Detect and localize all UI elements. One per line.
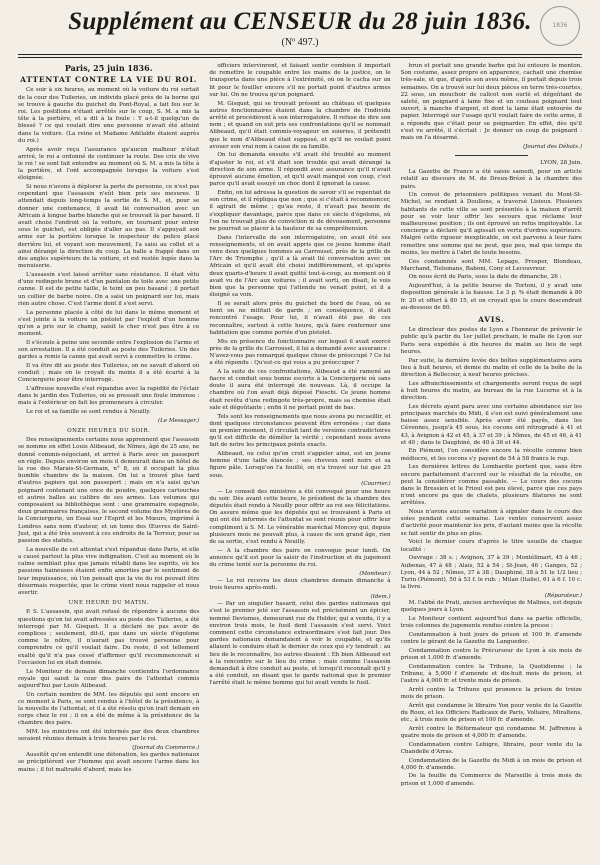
source-credit: (Moniteur.) (359, 570, 391, 577)
article-body (209, 63, 390, 480)
paragraph: L'affreuse nouvelle s'est répandue avec la rapidité de l'éclair dans le jardin des Tuileries, où se pressait une foule immense : mais à l'extérieur on fait les promeneurs à circuler. (18, 386, 200, 407)
source-credit: (Journal du Commerce.) (132, 745, 200, 752)
article-body (18, 437, 199, 597)
paragraph: A la suite de ces confrontations, Alibeaud a été ramené au fiacre et conduit sous bonne escorte à la Conciergerie où sans doute il aura été interrogé de nouveau. Là, il occupe la chambre où l'on avait déjà déposé Fieschi. Ce jeune homme était revêtu d'une redingote très-propre, mais sa chemise était sale et dégoûtante ; enfin il ne portait point de bas. (209, 368, 391, 411)
paragraph: Si nous n'avons à déplorer la perte de personne, ce n'est pas cependant que l'assassin n'eût bien pris ses mesures. Il attendait depuis long-temps la sortie de S. M., et, pour se donner une contenance, il avait lié conversation avec un Africain à longue barbe blanche qui se trouvait là par hasard. Il avait choisi l'endroit où la voiture, en tournant pour entrer sous le guichet, est obligée d'aller au pas. Il s'appuyait son arme sur la portière lorsque le inspecteur de police placé derrière lui, et voyant son mouvement, l'a saisi au collet et a ainsi dérangé la direction du coup. La balle a frappé dans un des angles supérieurs de la voiture, et est restée logée dans la menuiserie. (18, 184, 200, 270)
paragraph: On lui demanda ensuite s'il avait été troublé au moment d'ajuster le roi, et s'il était son trouble qui avait dérangé la direction de son arme. Il répondit avec assurance qu'il n'avait éprouvé aucune émotion, et qu'il avait manqué son coup, c'est parce qu'il avait essuyé un choc dont il ignorait la cause. (209, 152, 391, 188)
dateline: Paris, 25 juin 1836. (64, 63, 153, 73)
paragraph: Dans l'intervalle de son interrogatoire, on avait été ses renseignements, et on avait appris que ce jeune homme était venu deux quelques hommes au Carrousel, près de la grille de l'Arc de Triomphe ; qu'il a là avait lié conversation avec un Africain et qu'il avait été choisi indifféremment, et qu'après deux quarts-d'heure il avait quitté tout-à-coup, au moment où il avait vu de l'Arc aux voitures ; il avait sorti, on disait, le vois bien que la personne qui l'attendu ne venait point, et il a éloigné sa voix. (209, 234, 391, 299)
paragraph: — A la chambre des pairs on convoque pour lundi. On annonce qu'il est pour la saisir de l'instruction et du jugement du crime tenté sur la personne du roi. (209, 547, 391, 569)
paragraph: On nous écrit de Paris, sous la date de dimanche, 26 : (408, 274, 562, 281)
paragraph: Les affranchissements et chargements seront reçus de sept à huit heures du matin, au bureau de la rue Lucerne et à la direction. (400, 380, 582, 402)
paragraph: Aussitôt qu'on entendit une détonation, les gardes nationaux se précipitèrent sur l'homme qui avait encore l'arme dans les mains ; il fut maltraité d'abord, mais les (18, 752, 200, 773)
article-body (18, 609, 199, 743)
paragraph: — Le roi recevra les deux chambres demain dimanche à trois heures après-midi. (209, 578, 391, 592)
paragraph: Un certain nombre de MM. les députés qui sont encore en ce moment à Paris, se sont rendus à l'hôtel de la présidence, à la nouvelle de l'attentat, et il a été résolu qu'on irait demain en corps chez le roi ; il en a été de même à la présidence de la chambre des pairs. (18, 691, 200, 727)
paragraph: Enfin, on lui adressa la question de savoir s'il se repentait de son crime, et il répliqua que non ; que si c'était à recommencer, il agirait de même ; qu'au reste, il n'avait pas besoin de s'expliquer davantage, parce que dans ce siècle d'égoïsme, où l'on ne trouvait plus de conviction ni de dévouement, personne ne pourrait se placer à la hauteur de sa compréhension. (209, 189, 391, 232)
paragraph: Arrêt contre le Réformateur qui condamne M. Jaffrenou à quatre mois de prison et 4,000 fr. d'amende. (400, 725, 582, 739)
section-divider (455, 155, 528, 156)
paragraph: La personne placée à côté de lui dans le même moment et s'est jointe à la voiture un pistolet par l'exploit d'un homme qu'on a pris sur le champ, saisit le cher n'est pas être à ce moment. (18, 309, 200, 338)
paragraph: Mis en présence du fonctionnaire sur lequel il avait exercé près de la grille du Carrousel, il lui a demandé avec assurance : N'avez-vous pas remarqué quelque chose de préoccupé ? Ce lui a été répondu : Qu'est-ce qui vous a pu préoccuper ? (209, 338, 391, 367)
paragraph: Le Moniteur de demain dimanche contiendra l'ordonnance royale qui saisit la cour des pairs de l'attentat commis aujourd'hui par Louis Alibeaud. (18, 668, 200, 689)
paragraph: Des renseignements certains nous apprennent que l'assassin se nomme en effet Louis Alibeaud, de Nîmes, âgé de 25 ans, ne donné commis-négociant, et arrivé à Paris avec un passeport en règle. Depuis environ un mois il demeurait dans un hôtel de la rue des Marais-St-Germain, n° 8, où il occupait la plus humble chambre de la maison. On lui a trouvé plus tard d'autres papiers qui son passeport ; mais on n'a saisi qu'un poignard contenant une once de poudre, quelques cartouches et autres balles au calibre de ses armes. Les volumes qui composaient sa bibliothèque sont : une grammaire espagnole, deux grammaires françaises, le second volume des Mystères de la Conciergerie, un Essai sur l'Esprit et les Mœurs, imprimé à Londres sans nom d'auteur, et un tome des Œuvres de Saint-Just, qui a été très souvent à ces endroits de la Terreur, pour sa passion des statuts. (18, 437, 200, 545)
paragraph: Condamnation contre Lebigre, libraire, pour vente du la Chandelle d'Arras. (400, 741, 582, 755)
article-body (401, 327, 582, 591)
paragraph: brun et portait une grande barbe qui lui entoure le menton. Son costume, assez propre en apparence, cachait une chemise très-sale, et que, d'après son aveu même, il portait depuis trois semaines. On a trouvé sur lui deux pièces en terre très-courtes, 22 sous, un mouchoir de calicot non ourlé et dégoûtant de saleté, un poignard à lame fixe et un couteau poignard tout ouvert, à manche d'argent, et dont la lame était entourée de papier. Interrogé sur l'usage qu'il voulait faire de cette arme, il a répondu que c'était pour se poignarder. En effet, dès qu'il s'est vu arrêté, il s'écriait : Je donner un coup de poignard : mais on l'a désarmé. (400, 63, 582, 142)
article-body (401, 600, 582, 788)
paragraph: M. l'abbé de Prati, ancien archevêque de Malines, est depuis quelques jours à Lyon. (400, 600, 582, 614)
paragraph: L'assassin s'est laissé arrêter sans résistance. Il était vêtu d'une redingote brune et d'un pantalon de toile avec une petite canne. Il est de petite taille, le teint un peu basané ; il portait un collier de barbe noire. On a saisi un poignard sur lui, mais rien autre chose. C'est l'arme dont il s'est servi. (18, 271, 200, 307)
column-left (18, 63, 199, 853)
source-credit: (Courrier.) (361, 481, 391, 488)
paragraph: Condamnation contre la Tribune, la Quotidienne ; la Tribune, à 5,000 f d'amende et dix-huit mois de prison, et l'autre à 4,000 fr. et trente mois de prison. (400, 663, 582, 685)
header-rule-secondary (18, 57, 582, 58)
paragraph: Le roi et sa famille se sont rendus à Neuilly. (26, 409, 151, 416)
header-rule (18, 54, 582, 55)
paragraph: Le directeur des postes de Lyon a l'honneur de prévenir le public qu'à partir du 1er juillet prochain, le malle de Lyon sur Paris sera expédiée à dix heures du matin au lieu de sept heures. (400, 327, 582, 355)
paragraph: Un convoi de prisonniers politiques venant du Mont-St-Michel, se rendant à Doullens, a traversé Lisieux. Plusieurs habitants de cette ville se sont présentés à la maison d'arrêt pour se voir leur offrir les secours que réclame leur malheureuse position ; ils ont éprouvé un refus impitoyable. Le concierge a déclaré qu'il agissait en vertu d'ordres supérieurs. Malgré cette rigueur inexplicable, on est parvenu à leur faire remettre une somme qui ne peut, que peu, mal que temps du moins, les mettre à l'abri de toute besoins. (400, 192, 582, 256)
paragraph: Les dernières lettres de Lombardie portent que, sans être encore parfaitement d'accord sur le résultat de la récolte, on peut la considérer comme passable. — Le cours des cocons dans le Bressien et le Frioul est peu élevé, parce que ces pays n'ont encore pu que de chalets, plusieurs filatures ne sont arrêtées. (400, 464, 582, 507)
source-credit: (Réparateur.) (544, 592, 582, 599)
column-middle (209, 63, 390, 853)
paragraph: Condamnation à huit jours de prison et 100 fr. d'amende contre le gérant de la Gazette du Languedoc. (400, 631, 582, 646)
paragraph: — Par un singulier hasard, celui des gardes nationaux qui s'est le premier jeté sur l'assassin est précisément un épicier, nommé Devismes, demeurant rue du Helder, qui a vendu, il y a environ trois mois, le fusil dont l'assassin s'est servi. Voici comment cette circonstance extraordinaire s'est fait jour. Des gardes nationaux demandaient à voir le coupable, et qu'ils allaient le conduire était le dernier de ceux qui s'y tendrait : au lieu de le reconnaître, les autres disaient : Eh bien Alibeaud est à la rencontre sur le lieu du crime ; mais comme l'assassin demandait à être conduit au poste, et lorsqu'il reconnaît qu'il y a été conduit, en disant que le garde national que le premier l'arrêté était le même homme qui lui avait vendu le fusil. (209, 601, 391, 687)
paragraph: En Piémont, l'on considère encore la récolte comme bien médiocre, et les cocons s'y payent de 54 à 58 francs le rup. (400, 448, 582, 462)
time-subhead: ONZE HEURES DU SOIR. (67, 428, 151, 435)
paragraph: Après avoir reçu l'assurance qu'aucun malheur n'était arrivé, le roi a ordonné de continuer la route. Des cris de vive le roi ! se sont fait entendre au moment où S. M. a mis la tête à la portière, et l'ont accompagnée lorsque la voiture s'est éloignée. (18, 146, 200, 182)
article-heading: ATTENTAT CONTRE LA VIE DU ROI. (20, 75, 198, 85)
paragraph: Ce soir à six heures, au moment où la voiture du roi sortait de la cour des Tuileries, un individu placé près de la borne qui se trouve à gauche du guichet du Pont-Royal, a fait feu sur le roi. Les postillons n'étant arrêtés sur le coup, S. M. a mis la tête à la portière, et a dit à la foule : Y a-t-il quelqu'un de blessé ? ce qui voulait dire une personne n'avait été atteint dans la voiture. (La reine et Madame Adélaïde étaient auprès du roi.) (18, 87, 200, 144)
paragraph: Tels sont les renseignements que nous avons pu recueillir, et dont quelques circonstances peuvent être erronées ; car dans un premier moment, il circulait tant de versions contradictoires qu'il est difficile de démêler la vérité ; cependant nous avons fait de notre les principaux points exacts. (209, 413, 391, 449)
paragraph: — Le conseil des ministres a été convoqué pour une heure du soir. Dès avant cette heure, le président de la chambre des députés était rendu à Neuilly pour offrir au roi ses félicitations. On assure même que les députés qui se trouvaient à Paris et qui ont été informés de l'attentat se sont réunis pour offrir leur compliment à S. M. Le vénérable maréchal Moncey qui, depuis plusieurs mois ne pouvait plus, à cause de son grand âge, rien de sa sortie, s'est rendu à Neuilly. (209, 488, 391, 545)
paragraph: Condamnation de la Gazette du Midi à un mois de prison et 4,000 fr. d'amende. (400, 757, 582, 771)
paragraph: Voici le dernier cours d'après le titre usuelle de chaque localité : (400, 539, 582, 553)
article-body (401, 169, 582, 312)
paragraph: Il se serait alors près du guichet du bord de l'eau, où se tient on ne militait de garde ; en conséquence, il était rencontré l'usage. Pour lui, il n'avait été pas de ces reconnaître, surtout à cette heure, qu'à faire renfermer une habitation que comme portée d'un pistolet. (209, 301, 391, 336)
newspaper-title: Supplément au CENSEUR du 28 juin 1836. (68, 8, 532, 35)
article-body (209, 489, 390, 570)
paragraph: MM. les ministres ont été informés par des deux chambres seraient réunies demain à trois heures par le roi. (18, 729, 200, 743)
paragraph: Ces condamnés sont MM. Lepage, Prosper, Blondeau, Marchand, Tielemans, Baboni, Cony et Lecouvreur. (400, 258, 582, 272)
paragraph: Par suite, la dernière levée des boîtes supplémentaires aura lieu à huit heures, et demie du matin et celle de la boîte de la direction à Bellecour, à neuf heures précises. (400, 357, 582, 378)
masthead (18, 0, 582, 48)
paragraph: La Gazette de France a été saisie samedi, pour un article relatif au discours de M. de Dreux-Brézé à la chambre des pairs. (400, 169, 582, 190)
notice-heading: AVIS. (478, 315, 505, 324)
paragraph: La nouvelle de cet attentat s'est répandue dans Paris, et elle a causé partout la plus vive indignation. C'est au moment où le calme semblait plus que jamais rétabli dans les esprits, où les passions haineuses étaient enfin amorties par le sentiment de leur impuissance, où l'on pensait que la vie du roi pouvait être désormais respectée, que le crime vient nous rappeler et nous avertir. (18, 546, 200, 597)
lyon-dateline: LYON, 28 Juin. (540, 159, 582, 166)
paragraph: De la feuille du Commerce de Marseille à trois mois de prison et 1,000 d'amende. (400, 773, 582, 787)
source-credit: (Journal des Débats.) (523, 143, 582, 150)
paragraph: Alibeaud, ou celui qu'on croit s'appeler ainsi, est un jeune homme d'une taille élancée ; ses cheveux sont noirs et sa figure pâle. Lorsqu'on l'a fouillé, on n'a trouvé sur lui que 25 sous. (209, 451, 391, 479)
paragraph: Nous n'avons aucune variation à signaler dans le cours des soies pendant cette semaine. Les ventes conservent assez d'activité pour maintenir les prix, d'autant moins que la récolte se fait sentir de plus en plus. (400, 509, 582, 537)
article-body (18, 752, 199, 774)
article-body (209, 601, 390, 687)
source-credit: (Idem.) (370, 593, 391, 600)
article-body (18, 87, 199, 416)
paragraph: Il s'écoule à peine une seconde entre l'explosion de l'arme et son arrestation. Il a été conduit au poste des Tuileries. Un des gardes a remis la canne qui avait servi à commettre le crime. (18, 339, 200, 361)
source-credit: (Le Messager.) (158, 417, 200, 424)
paragraph: M. Gisquet, qui se trouvait présent au château et quelques autres fonctionnaires étaient dans la chambre de l'individu arrêté et procédèrent à son interrogatoire. Il refuse de dire son nom ; et quand on eut pris ses confrontations qu'il se nommait Alibeaud, qu'il était commis-voyageur en soieries, il prétendit que le nom d'Alibeaud était supposé, et qu'il ne voulait point avouer son vrai nom à cause de sa famille. (209, 100, 391, 150)
paragraph: Il va être dit au poste des Tuileries, on ne savait d'abord où conduit ; mais on le croyait du moins il a été écarté à la Conciergerie pour être interrogé. (18, 362, 200, 384)
article-body (209, 578, 390, 592)
article-columns (18, 63, 582, 853)
paragraph: Aujourd'hui, à la petite bourse de Tortoni, il y avait une disposition générale à la hausse. Le 3 p. % était demandé à 80 fr. 20 et offert à 80 15, et on croyait que le cours descendrait au-dessous de 80. (400, 283, 582, 311)
paragraph: Arrêt contre la Tribune qui prononce la prison de treize mois de prison. (400, 686, 582, 700)
paragraph: Les décrets ayant paru avec une certaine abondance sur les principaux marchés du Midi, il s'en est suivi généralement une baisse assez sensible. Après avoir été payés, dans les Cévennes, jusqu'à 45 sous, les cocons ont rétrogradé à 41 et 43, à Avignon à 42 et 45, à 37 et 39 ; à Nîmes, de 45 et 46, à 41 et 40 ; dans le Dauphiné, de 40 à 36 et 44. (400, 403, 582, 446)
column-right (401, 63, 582, 853)
paragraph: Arrêt qui condamne le libraire Yon pour vente de la Gazette du Roux, et les Officiers Radicaux de Paris, Voltaire, Miraltens, etc., à trois mois de prison et 100 fr. d'amende. (400, 702, 582, 724)
paragraph: Ouvrage : 38 s. ; Avignon, 37 à 39 ; Montélimart, 45 à 46 ; Aubenas, 47 à 48 ; Alais, 52 à 54 ; St-Jean, 46 ; Ganges, 52 ; Lyon, 44 à 52 ; Nîmes, 37 à 38 ; Dauphiné, 38 à 51 le 1/2 lieu ; Turin (Piémont), 50 à 53 f. le rub. ; Milan (Italie), 61 à 6 f. 10 c. la livre. (400, 555, 582, 591)
article-body (401, 63, 582, 142)
paragraph: P. S. L'assassin, qui avait refusé de répondre à aucune des questions qu'on lui avait adressées au poste des Tuileries, a été interrogé par M. Gisquet. Il a déclaré ne pas avoir de complices ; seulement, dit-il, que dans un siècle d'égoïsme comme le nôtre, il n'aurait pas trouvé personne pour comprendre ce qu'il voulait faire. Du reste, il est tellement exalté qu'il n'a pas cessé d'affirmer qu'il recommencerait si l'occasion lui en était donnée. (18, 609, 200, 666)
paragraph: Condamnation contre le Précurseur de Lyon à six mois de prison et 1,000 fr. d'amende. (400, 647, 582, 661)
paragraph: officiers intervinrent, et faisant sentir combien il importait de remettre le coupable entre les mains de la justice, on le transporta dans une pièce à l'extrémité, où on le cacha sur un lit pour le fouiller encore s'il ne portait point d'autres armes sur lui. On ne trouva qu'un poignard. (209, 63, 391, 98)
time-subhead: UNE HEURE DU MATIN. (68, 600, 149, 607)
issue-number: (Nº 497.) (281, 37, 319, 48)
archive-stamp: 1836 (540, 6, 580, 46)
paragraph: Le Moniteur contient aujourd'hui dans sa partie officielle, trois colonnes de jugements rendus contre la presse : (400, 615, 582, 630)
